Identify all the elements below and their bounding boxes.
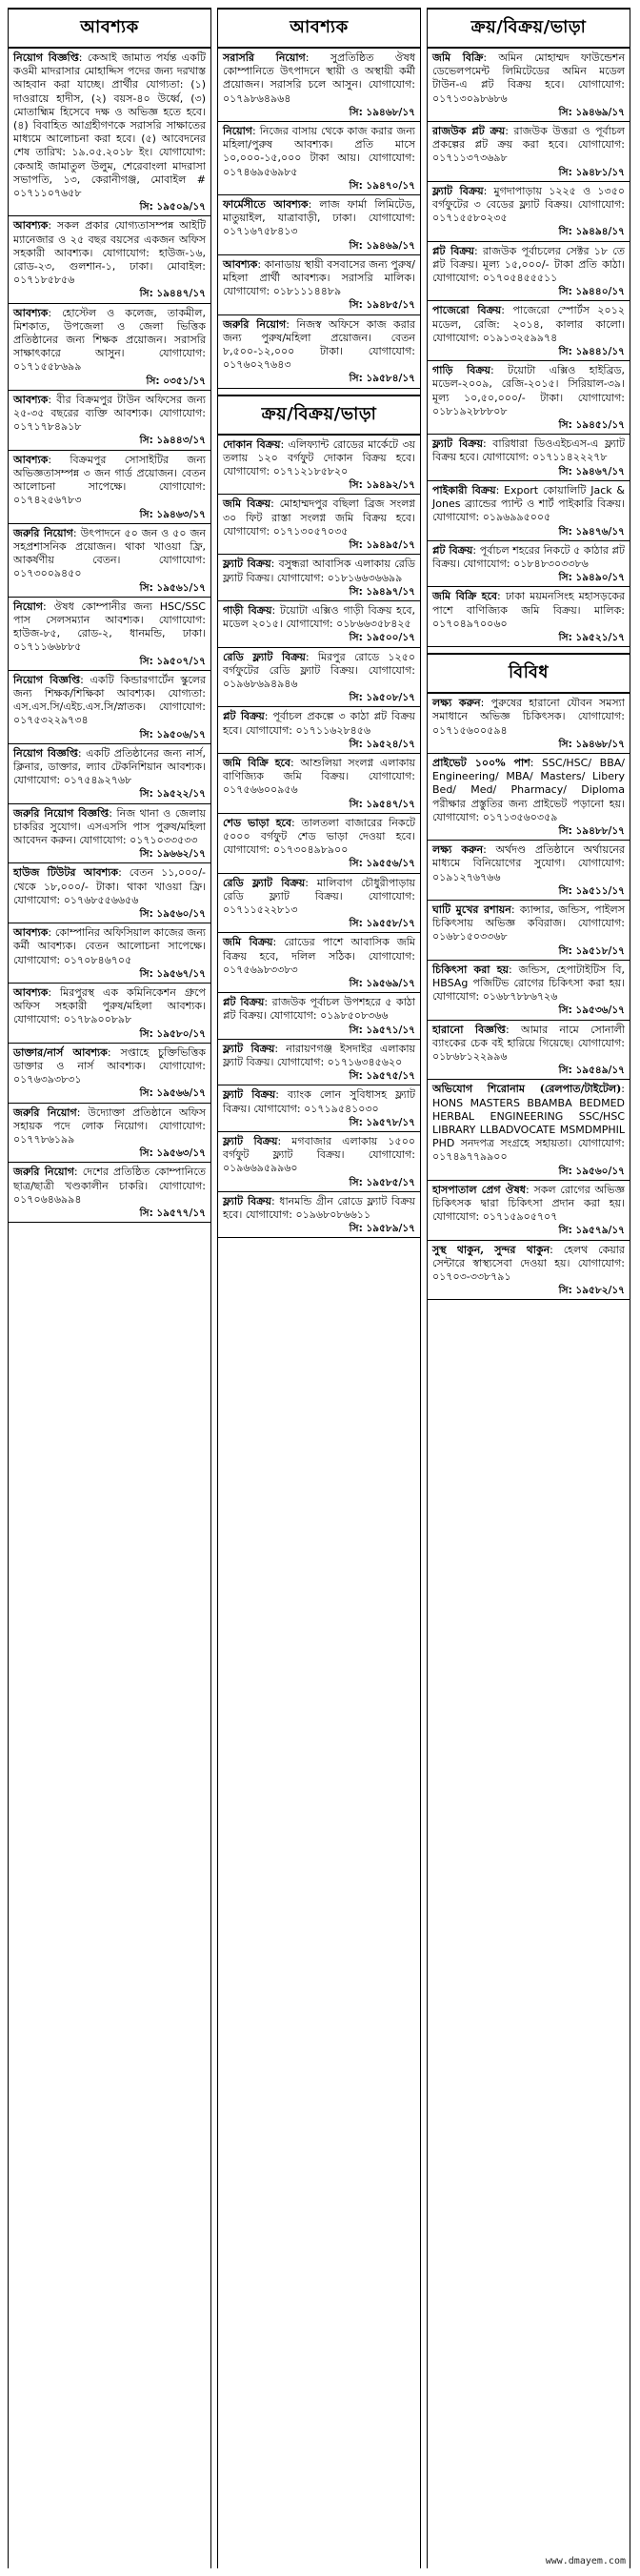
classified-ad [218, 933, 420, 993]
ad-heading: অভিযোগ শিরোনাম (রেলপাত/টাইটেল) [432, 1083, 622, 1096]
ad-body: : SSC/HSC/ BBA/ Engineering/ MBA/ Masters/ Libery Bed/ Med/ Pharmacy/ Diploma পরীক্ষার প্রস্তুতির জন্য প্রাইভেট পড়ানো হয়। যোগাযোগ: ০১৭১৩৫৬০৩৫৯ [432, 756, 625, 823]
ad-body: : রাজউক পূর্বাচল উপশহরে ৫ কাঠা প্লট বিক্রয়। যোগাযোগ: ০১৯৮৫০৮৩৬৬ [223, 996, 415, 1023]
ad-body: : আমার নামে সোনালী ব্যাংকের চেক বই হারিয়ে গিয়েছে। যোগাযোগ: ০১৮৬৮১২২৯৯৬ [432, 1023, 625, 1063]
classified-ad [428, 901, 630, 961]
classified-ad [428, 587, 630, 647]
ad-body: : টয়োটা এক্সিও হাইব্রিড, মডেল-২০০৯, রেজি-২০১৫। সিরিয়াল-৩৯। মূল্য ১০,৫০,০০০/- টাকা। যোগাযোগ: ০১৮১৯২৮৮৮০৮ [432, 364, 625, 417]
classified-ad [9, 524, 210, 598]
ad-body: : বীর বিক্রমপুর টাউন অফিসের জন্য ২৫-৩৫ বছরের ব্যক্তি আবশ্যক। যোগাযোগ: ০১৭১৭৮৪৯১৮ [13, 393, 206, 434]
ad-body: : ক্যান্সার, জন্ডিস, পাইলস চিকিৎসায় অভিজ্ঞ কবিরাজ। যোগাযোগ: ০১৬৮১৫০৩৩৬৮ [432, 903, 625, 943]
ad-reference-number: সি: ১৯৪৬৭/১৭ [558, 465, 625, 477]
ad-heading: জমি বিক্রি হবে [432, 590, 497, 603]
ad-reference-number: সি: ১৯৪৮৮/১৭ [558, 824, 625, 837]
ad-heading: গাড়ি বিক্রয় [432, 364, 491, 377]
classified-ad [218, 122, 420, 195]
ad-reference-number: সি: ১৯৪৯৫/১৭ [349, 539, 415, 552]
classified-ad [428, 1181, 630, 1241]
ad-heading: আবশ্যক [13, 306, 49, 319]
classified-ad [428, 182, 630, 242]
ad-heading: ফ্ল্যাট বিক্রয় [223, 1088, 276, 1102]
classified-ad [428, 754, 630, 841]
classified-ad [218, 436, 420, 496]
ad-body: : রাজউক উত্তরা ও পূর্বাচল প্রকল্পের প্লট ক্রয় করা হবে। যোগাযোগ: ০১৭১১৩৭৩৬৯৮ [432, 125, 625, 165]
ad-body: : কেআই জামাত পর্যন্ত একটি কওমী মাদরাসার মোহাদ্দিস পদের জন্য দরখাস্ত আহবান করা যাচ্ছে। প্রার্থীর যোগ্যতা: (১) দাওরায়ে হাদীস, (২) বয়স-৪০ উর্ধ্বে, (৩) মোতাহ্মিম হিসেবে দক্ষ ও অভিজ্ঞ হতে হবে। (৪) বিবাহিত আগ্রহীগণকে সরাসরি সাক্ষাতের মাধ্যমে আলোচনা করা হবে। (৫) আবেদনের শেষ তারিখ: ১৯.০৫.২০১৮ ইং। যোগাযোগ: কেআই জামাতুল উলুম, শেরেবাংলা মাদরাসা সভাপতি, ১৩, কেরানীগঞ্জ, মোবাইল # ০১৭১১০৭৬৫৮ [13, 51, 207, 200]
ad-heading: নিয়োগ বিজ্ঞপ্তি [13, 746, 78, 760]
classified-ad [9, 598, 210, 671]
ad-body: : মিরপুর রোডে ১২৫০ বর্গফুটের রেডি ফ্ল্যাট বিক্রয়। যোগাযোগ: ০১৯৬৮৬৯৪৯৪৬ [223, 650, 415, 690]
section-header-wanted: আবশ্যক [9, 8, 210, 49]
ad-body: : দেশের প্রতিষ্ঠিত কোম্পানিতে ছাত্র/ছাত্রী খণ্ডকালীন চাকরি। যোগাযোগ: ০১৭০৬৪৬৯৯৪ [13, 1166, 206, 1206]
ad-body: : রাজউক পূর্বাচলের সেক্টর ১৮ তে প্লট বিক্রয়। মূল্য ১৫,০০০/- টাকা প্রতি কাঠা। যোগাযোগ: ০১৭০৫৪৫৫৫১১ [432, 244, 626, 285]
ad-body: : সপ্তাহে চুক্তিভিত্তিক ডাক্তার ও নার্স আবশ্যক। যোগাযোগ: ০১৭৬৩৯৩৮৩১ [13, 1045, 207, 1086]
ad-body: : নিজ থানা ও জেলায় চাকরির সুযোগ। এসএসসি পাস পুরুষ/মহিলা আবেদন করুন। যোগাযোগ: ০১৭১০৩৩৫৩৩ [13, 806, 206, 846]
ad-body: : জন্ডিস, হেপাটাইটিস বি, HBSAg পজিটিভ রোগের চিকিৎসা করা হয়। যোগাযোগ: ০১৬৮৭৮৮৬৭২৬ [432, 963, 625, 1004]
ad-body: : মালিবাগ চৌধুরীপাড়ায় রেডি ফ্ল্যাট বিক্রয়। যোগাযোগ: ০১৭১১৫২২৮১৩ [223, 876, 415, 916]
classified-ad [9, 391, 210, 451]
ad-reference-number: সি: ১৯৫০৯/১৭ [139, 201, 206, 213]
ad-heading: জরুরি নিয়োগ বিজ্ঞপ্তি [13, 806, 110, 820]
ad-reference-number: সি: ১৯৫৫৬/১৭ [349, 858, 415, 870]
column-fill [218, 1238, 420, 2568]
ad-reference-number: সি: ১৯৪৯৪/১৭ [558, 226, 625, 238]
ad-heading: চিকিৎসা করা হয় [432, 963, 509, 976]
ad-heading: আবশ্যক [13, 986, 49, 999]
ad-body: : মিরপুরস্থ এক কমিনিকেশন গ্রুপে অফিস সহকারী পুরুষ/মহিলা আবশ্যক। যোগাযোগ: ০১৭৮৯০০৮৯৮ [13, 986, 206, 1026]
ad-body: : ঔষধ কোম্পানীর জন্য HSC/SSC পাস সেলসম্যান আবশ্যক। যোগাযোগ: হাউজ-৮৫, রোড-২, ধানমন্ডি, ঢাকা। ০১৭১১৬৬৮৮৫ [13, 599, 206, 654]
ad-heading: পাজেরো বিক্রয় [432, 304, 502, 317]
ad-reference-number: সি: ১৯৪৪৩/১৭ [139, 435, 206, 447]
ad-body: : লাজ ফার্মা লিমিটেড, মাতুয়াইল, যাত্রাবাড়ী, ঢাকা। যোগাযোগ: ০১৭১৬৭৫৮৪১৩ [223, 198, 415, 238]
ad-heading: রাজউক প্লট ক্রয় [432, 125, 506, 138]
ad-body: : তালতলা বাজারের নিকটে ৫০০০ বর্গফুট শেড ভাড়া দেওয়া হবে। যোগাযোগ: ০১৭৩০৪৯৮৯০০ [223, 816, 415, 857]
classified-ad [218, 315, 420, 389]
ad-body: : ঢাকা ময়মনসিংহ মহাসড়কের পাশে বাণিজ্যিক জমি বিক্রয়। মালিক: ০১৭০৪৯৭০০৬০ [432, 590, 625, 630]
classified-ad [218, 993, 420, 1040]
ad-list [428, 49, 630, 647]
classifieds-page [8, 8, 632, 2568]
ad-reference-number: সি: ১৯৫৮২/১৭ [558, 1285, 625, 1297]
classified-ad [9, 1104, 210, 1164]
ad-heading: প্লট বিক্রয় [223, 710, 265, 723]
ad-reference-number: সি: ১৯৫২৪/১৭ [349, 738, 415, 750]
ad-reference-number: সি: ১৯৪৬৯/১৭ [349, 239, 415, 252]
ad-heading: হাসপাতাল প্রেগ ঔষধ [432, 1183, 526, 1196]
ad-reference-number: সি: ১৯৪৫১/১৭ [558, 419, 625, 432]
ad-reference-number: সি: ১৯৫৬০/১৭ [139, 907, 206, 920]
classified-ad [9, 984, 210, 1044]
ad-heading: রেডি ফ্ল্যাট বিক্রয় [223, 650, 306, 663]
section-header-miscellaneous: বিবিধ [428, 653, 630, 694]
classified-ad [9, 671, 210, 744]
ad-heading: গাড়ী বিক্রয় [223, 603, 272, 617]
classified-ad [218, 495, 420, 555]
ad-heading: ফ্ল্যাট বিক্রয় [223, 1135, 278, 1148]
ad-reference-number: সি: ১৯৪৯২/১৭ [349, 479, 415, 492]
section-header-buy-sell-rent: ক্রয়/বিক্রয়/ভাড়া [428, 8, 630, 49]
classified-ad [9, 304, 210, 391]
classified-ad [428, 242, 630, 302]
ad-body: : পূর্বাচল শহরের নিকটে ৫ কাঠার প্লট বিক্রয়। যোগাযোগ: ০১৮৪৮৩০৩৩৮৬ [432, 543, 625, 570]
ad-heading: হারানো বিজ্ঞপ্তি [432, 1023, 506, 1036]
ad-heading: পাইকারী বিক্রয় [432, 483, 496, 497]
ad-heading: জরুরি নিয়োগ [13, 1166, 74, 1179]
classified-ad [218, 1132, 420, 1192]
ad-reference-number: সি: ১৯৫৬৯/১৭ [349, 977, 415, 989]
ad-body: : বসুন্ধরা আবাসিক এলাকায় রেডি ফ্ল্যাট বিক্রয়। যোগাযোগ: ০১৮১৬৬৩৬৬৯৯ [223, 558, 415, 584]
ad-heading: ফ্ল্যাট বিক্রয় [432, 184, 484, 197]
ad-reference-number: সি: ১৯৪৭০/১৭ [349, 179, 415, 192]
classified-ad [9, 1163, 210, 1223]
ad-reference-number: সি: ১৯৫৭১/১৭ [349, 1024, 415, 1036]
classified-ad [428, 49, 630, 122]
ad-heading: জমি বিক্রয় [223, 497, 271, 511]
ad-body: : কোম্পানির অফিসিয়াল কাজের জন্য কর্মী আবশ্যক। বেতন আলোচনা সাপেক্ষে। যোগাযোগ: ০১৭০৮৪৬৭০৫ [13, 926, 206, 966]
ad-heading: প্লট বিক্রয় [432, 244, 475, 257]
column-2 [217, 8, 421, 2568]
classified-ad [218, 1040, 420, 1086]
classified-ad [9, 804, 210, 864]
ad-body: : পাজেরো স্পোর্টস ২০১২ মডেল, রেজি: ২০১৪, কালার কালো। যোগাযোগ: ০১৯১৩২৫৯৯৭৪ [432, 304, 625, 344]
ad-heading: নিয়োগ বিজ্ঞপ্তি [13, 51, 79, 64]
ad-heading: আবশ্যক [13, 219, 49, 233]
ad-list [218, 49, 420, 389]
ad-heading: শেড ভাড়া হবে [223, 816, 292, 829]
ad-body: : উৎপাদনে ৫০ জন ও ৫০ জন সহপ্রশাসনিক প্রয়োজন। থাকা খাওয়া ফ্রি, আকর্ষণীয় বেতন। যোগাযোগ: ০১৭৩০০৯৪৫০ [13, 526, 206, 580]
ad-body: : হোস্টেল ও কলেজ, তাকমীল, মিশকাত, উপজেলা ও জেলা ভিত্তিক প্রতিষ্ঠানের জন্য শিক্ষক প্রয়োজন। সরাসরি সাক্ষাৎকারে আসুন। যোগাযোগ: ০১৭১৫৫৮৬৯৯ [13, 306, 206, 374]
ad-body: : সকল প্রকার যোগ্যতাসম্পন্ন আইটি ম্যানেজার ও ২৫ বছর বয়সের একজন অফিস সহকারী আবশ্যক। যোগাযোগ: হাউজ-১৬, রোড-২৩, গুলশান-১, ঢাকা। মোবাইল: ০১৭১৮৫৮৫৬ [13, 219, 206, 287]
ad-body: : বিক্রমপুর সোসাইটির জন্য অভিজ্ঞতাসম্পন্ন ৩ জন গার্ড প্রয়োজন। বেতন আলোচনা সাপেক্ষে। যোগাযোগ: ০১৭৪২৫৬৭৮৩ [13, 453, 206, 507]
ad-heading: আবশ্যক [13, 926, 49, 940]
ad-reference-number: সি: ১৯৫৮০/১৭ [139, 1027, 206, 1040]
classified-ad [9, 49, 210, 216]
ad-reference-number: সি: ১৯৫৩৬/১৭ [558, 1004, 625, 1017]
ad-heading: আবশ্যক [223, 257, 258, 271]
section-header-wanted: আবশ্যক [218, 8, 420, 49]
ad-heading: প্লট বিক্রয় [223, 996, 265, 1009]
ad-heading: সুস্থ থাকুন, সুন্দর থাকুন [432, 1243, 550, 1256]
ad-heading: জরুরি নিয়োগ [223, 317, 287, 331]
ad-body: : সুপ্রতিষ্ঠিত ঔষধ কোম্পানিতে উৎপাদনে স্থায়ী ও অস্থায়ী কর্মী প্রয়োজন। সরাসরি চলে আসুন। যোগাযোগ: ০১৭৯৮৬৪৯৬৪ [223, 51, 415, 105]
ad-body: : পূর্বাচল প্রকল্পে ৩ কাঠা প্লট বিক্রয় হবে। যোগাযোগ: ০১৭১১৬২৮৪৫৬ [223, 710, 415, 737]
section-header-buy-sell-rent: ক্রয়/বিক্রয়/ভাড়া [218, 395, 420, 436]
ad-reference-number: সি: ১৯৫৪৭/১৭ [349, 798, 415, 810]
ad-heading: জমি বিক্রি হবে [223, 756, 291, 769]
ad-body: : অমিন মোহাম্মদ ফাউন্ডেশন ডেভেলপমেন্ট লিমিটেডের অমিন মডেল টাউন-এ প্লট বিক্রয় হবে। যোগাযোগ: ০১৭১৩০৯৮৬৮৬ [432, 51, 626, 105]
classified-ad [428, 1080, 630, 1180]
ad-reference-number: সি: ১৯৫৭৫/১৭ [349, 1070, 415, 1083]
website-url[interactable]: www.dmayem.com [545, 2556, 626, 2566]
classified-ad [9, 451, 210, 524]
ad-body: : একটি কিন্ডারগার্টেন স্কুলের জন্য শিক্ষক/শিক্ষিকা আবশ্যক। যোগ্যতা: এস.এস.সি/এইচ.এস.সি/স্নাতক। যোগাযোগ: ০১৭৫৩২২৯৭৩৪ [13, 673, 206, 727]
ad-list [9, 49, 210, 1223]
ad-reference-number: সি: ১৯৫০৭/১৭ [139, 655, 206, 667]
column-3 [427, 8, 630, 2568]
classified-ad [9, 923, 210, 984]
ad-heading: লক্ষ্য করুন [432, 843, 484, 857]
ad-heading: নিয়োগ বিজ্ঞপ্তি [13, 673, 81, 686]
ad-body: : একটি প্রতিষ্ঠানের জন্য নার্স, ক্লিনার, ডাক্তার, ল্যাব টেকনিশিয়ান আবশ্যক। যোগাযোগ: ০১৭৫৪৯২৭৬৮ [13, 746, 206, 787]
classified-ad [428, 1021, 630, 1081]
ad-heading: জরুরি নিয়োগ [13, 1105, 77, 1119]
ad-reference-number: সি: ১৯৫২১/১৭ [558, 631, 625, 643]
ad-reference-number: সি: ১৯৫৫৮/১৭ [349, 918, 415, 930]
classified-ad [218, 648, 420, 708]
ad-reference-number: সি: ১৯৪৮১/১৭ [558, 166, 625, 178]
ad-heading: ফ্ল্যাট বিক্রয় [223, 1194, 271, 1207]
ad-reference-number: সি: ১৯৫৮৪/১৭ [349, 373, 415, 385]
ad-heading: দোকান বিক্রয় [223, 437, 281, 451]
ad-reference-number: সি: ১৯৫৭৮/১৭ [349, 1116, 415, 1128]
ad-heading: ফ্ল্যাট বিক্রয় [432, 437, 483, 451]
ad-heading: প্লট বিক্রয় [432, 543, 473, 557]
ad-reference-number: সি: ১৯৫৭৭/১৭ [139, 1207, 206, 1220]
ad-reference-number: সি: ১৯৫০০/১৭ [349, 632, 415, 644]
ad-reference-number: সি: ১৯৪৬৩/১৭ [139, 508, 206, 520]
ad-heading: ডাক্তার/নার্স আবশ্যক [13, 1045, 108, 1059]
classified-ad [9, 216, 210, 303]
ad-reference-number: সি: ১৯৫১৮/১৭ [558, 944, 625, 957]
ad-body: : মোহাম্মদপুর বছিলা ব্রিজ সংলগ্ন ৩০ ফিট রাস্তা সংলগ্ন জমি বিক্রয় হবে। যোগাযোগ: ০১৭১৩০৫৭০৩৫ [223, 497, 416, 538]
ad-reference-number: সি: ১৯৫৮৫/১৭ [349, 1176, 415, 1188]
ad-body: : নিজস্ব অফিসে কাজ করার জন্য পুরুষ/মহিলা প্রয়োজন। বেতন ৮,৫০০-১২,০০০ টাকা। যোগাযোগ: ০১৭৬০২৭৬৪৩ [223, 317, 415, 372]
ad-heading: হাউজ টিউটর আবশ্যক [13, 866, 119, 880]
column-fill [9, 1223, 210, 2568]
classified-ad [428, 361, 630, 435]
ad-heading: নিয়োগ [13, 599, 44, 613]
ad-reference-number: সি: ১৯৪৬৮/১৭ [349, 106, 415, 118]
ad-reference-number: সি: ১৯৪৪০/১৭ [558, 286, 625, 298]
ad-body: : পুরুষের হারানো যৌবন সমস্যা সমাধানে অভিজ্ঞ চিকিৎসক। যোগাযোগ: ০১৭১৫৬০০৫৯৪ [432, 697, 625, 737]
classified-ad [218, 1192, 420, 1239]
ad-list [428, 694, 630, 1300]
ad-reference-number: সি: ১৯৪৭৬/১৭ [558, 525, 625, 538]
ad-body: : মুগদাপাড়ায় ১২২৫ ও ১৩৫০ বর্গফুটের ৩ বেডের ফ্ল্যাট বিক্রয়। যোগাযোগ: ০১৭১৫৫৮০২৩৫ [432, 184, 625, 225]
ad-reference-number: সি: ১৯৪৪১/১৭ [558, 346, 625, 358]
ad-reference-number: সি: ১৯৪৪৭/১৭ [139, 288, 206, 300]
ad-heading: ঘাটি মুখের রশায়ন [432, 903, 511, 916]
classified-ad [9, 744, 210, 804]
classified-ad [428, 541, 630, 588]
column-fill [428, 1300, 630, 2554]
ad-body: : আশুলিয়া সংলগ্ন এলাকায় বাণিজ্যিক জমি বিক্রয়। যোগাযোগ: ০১৭৫৬৬০০৯৫৬ [223, 756, 415, 797]
ad-heading: প্রাইভেট ১০০% পাশ [432, 756, 530, 769]
ad-list [218, 436, 420, 1239]
classified-ad [218, 707, 420, 754]
ad-body: : ব্যাংক লোন সুবিধাসহ ফ্ল্যাট বিক্রয়। যোগাযোগ: ০১৭১৯৫৪১০৩০ [223, 1088, 415, 1115]
ad-reference-number: সি: ১৯৫৪৯/১৭ [558, 1065, 625, 1077]
ad-heading: রেডি ফ্ল্যাট বিক্রয় [223, 876, 306, 889]
ad-reference-number: সি: ১৯৫৬০/১৭ [558, 1165, 625, 1177]
ad-reference-number: সি: ১৯৫৬৬/১৭ [139, 1087, 206, 1100]
classified-ad [428, 481, 630, 541]
ad-body: : ধানমন্ডি গ্রীন রোডে ফ্ল্যাট বিক্রয় হবে। যোগাযোগ: ০১৯৬৮০৮৬৬১১ [223, 1194, 415, 1222]
ad-reference-number: সি: ১৯৫৮৯/১৭ [349, 1223, 415, 1235]
ad-heading: আবশ্যক [13, 453, 49, 466]
ad-reference-number: সি: ১৯৪৬৮/১৭ [558, 738, 625, 750]
ad-reference-number: সি: ১৯৫০৮/১৭ [349, 692, 415, 704]
classified-ad [428, 841, 630, 901]
classified-ad [428, 301, 630, 361]
ad-reference-number: সি: ১৯৪৮৫/১৭ [349, 299, 415, 312]
ad-reference-number: সি: ১৯৫৭৯/১৭ [558, 1225, 625, 1237]
ad-body: : Export কোয়ালিটি Jack & Jones ব্র্যান্ডের প্যান্ট ও শার্ট পাইকারি বিক্রয়। যোগাযোগ: ০১৯৬৯৯৫০০৫ [432, 483, 625, 524]
ad-body: : কানাডায় স্থায়ী বসবাসের জন্য পুরুষ/মহিলা প্রার্থী আবশ্যক। সরাসরি মালিক। যোগাযোগ: ০১৮১১১৪৪৮৯ [223, 257, 415, 298]
ad-reference-number: সি: ১৯৫১১/১৭ [558, 884, 625, 897]
ad-body: : নারায়ণগঞ্জ ইসদাইর এলাকায় ফ্ল্যাট বিক্রয়। যোগাযোগ: ০১৭১৬৩৪৫৬২০ [223, 1042, 415, 1068]
ad-heading: ফ্ল্যাট বিক্রয় [223, 1042, 275, 1055]
ad-body: : উদ্যোক্তা প্রতিষ্ঠানে অফিস সহায়ক পদে লোক নিয়োগ। যোগাযোগ: ০১৭৭৮৬১৯৯ [13, 1105, 206, 1146]
classified-ad [428, 122, 630, 182]
ad-reference-number: সি: ১৯৫৬৩/১৭ [139, 1147, 206, 1160]
classified-ad [428, 1241, 630, 1301]
ad-heading: জমি বিক্রয় [223, 936, 273, 949]
classified-ad [218, 874, 420, 934]
ad-body: : নিজের বাসায় থেকে কাজ করার জন্য মহিলা/পুরুষ আবশ্যক। প্রতি মাসে ১০,০০০-১৫,০০০ টাকা আয়। যোগাযোগ: ০১৭৪৬৯৫৬৯৮৫ [223, 125, 415, 178]
ad-body: : সকল রোগের অভিজ্ঞ চিকিৎসক দ্বারা চিকিৎসা প্রদান করা হয়। যোগাযোগ: ০১৭১৫৯০৫৭০৭ [432, 1183, 625, 1224]
ad-reference-number: সি: ০৩৫১/১৭ [146, 375, 206, 387]
ad-body: : এলিফ্যান্ট রোডের মার্কেটে ৩য় তলায় ১২০ বর্গফুট দোকান বিক্রয় হবে। যোগাযোগ: ০১৭১২১৮৫৮২০ [223, 437, 415, 478]
classified-ad [428, 961, 630, 1021]
ad-body: : বেতন ১১,০০০/- থেকে ১৮,০০০/- টাকা। থাকা খাওয়া ফ্রি। যোগাযোগ: ০১৭৬৮৫৫৬৬৫৬ [13, 866, 206, 906]
classified-ad [218, 814, 420, 874]
ad-heading: জমি বিক্রি [432, 51, 484, 64]
ad-heading: সরাসরি নিয়োগ [223, 51, 306, 64]
classified-ad [428, 694, 630, 754]
ad-heading: নিয়োগ [223, 125, 253, 138]
classified-ad [428, 435, 630, 481]
classified-ad [218, 255, 420, 315]
ad-body: : হেলথ কেয়ার সেন্টারে স্বাস্থ্যসেবা দেওয়া হয়। যোগাযোগ: ০১৭০৩-৩৩৮৭৯১ [432, 1243, 625, 1284]
ad-body: : মগবাজার এলাকায় ১৫০০ বর্গফুট ফ্ল্যাট বিক্রয়। যোগাযোগ: ০১৯৬৬৯৫৯৯৬০ [223, 1135, 415, 1175]
ad-heading: জরুরি নিয়োগ [13, 526, 73, 539]
ad-reference-number: সি: ১৯৪৯৭/১৭ [349, 585, 415, 598]
ad-heading: ফ্ল্যাট বিক্রয় [223, 558, 271, 571]
ad-reference-number: সি: ১৯৪৬৯/১৭ [558, 106, 625, 118]
ad-reference-number: সি: ১৯৬৬২/১৭ [139, 848, 206, 861]
ad-reference-number: সি: ১৯৫৬১/১৭ [139, 581, 206, 594]
classified-ad [218, 195, 420, 255]
classified-ad [218, 555, 420, 601]
ad-body: : HONS MASTERS BBAMBA BEDMED HERBAL ENGINEERING SSC/HSC LIBRARY LLBADVOCATE MSMDMPHIL PHD সনদপত্র সংগ্রহে সহায়তা। যোগাযোগ: ০১৭৪৯৭৭৯৯০০ [432, 1083, 625, 1164]
ad-reference-number: সি: ১৯৫৬৭/১৭ [139, 967, 206, 980]
ad-body: : রোডের পাশে আবাসিক জমি বিক্রয় হবে, দলিল সঠিক। যোগাযোগ: ০১৭৫৬৯৮৩৩৮৩ [223, 936, 416, 976]
ad-reference-number: সি: ১৯৫২২/১৭ [139, 788, 206, 801]
classified-ad [9, 863, 210, 923]
ad-reference-number: সি: ১৯৫০৬/১৭ [139, 728, 206, 740]
column-1 [8, 8, 211, 2568]
classified-ad [218, 754, 420, 814]
ad-body: : টয়োটা এক্সিও গাড়ী বিক্রয় হবে, মডেল ২০১৫। যোগাযোগ: ০১৮৬৬৩৫৮৪২৫ [223, 603, 415, 631]
classified-ad [218, 49, 420, 122]
ad-heading: ফার্মেসীতে আবশ্যক [223, 198, 309, 212]
ad-heading: লক্ষ্য করুন [432, 697, 481, 710]
classified-ad [218, 1085, 420, 1132]
ad-heading: আবশ্যক [13, 393, 49, 406]
ad-reference-number: সি: ১৯৪৯০/১৭ [558, 572, 625, 584]
ad-body: : অর্থদণ্ড প্রতিষ্ঠানে অর্থায়নের মাধ্যমে বিনিয়োগের সুযোগ। যোগাযোগ: ০১৯১২৭৬৭৬৬ [432, 843, 625, 883]
ad-body: : বারিধারা ডিওএইচএস-এ ফ্ল্যাট বিক্রয় হবে। যোগাযোগ: ০১৭১১৪২২২৭৮ [432, 437, 625, 464]
classified-ad [218, 601, 420, 648]
classified-ad [9, 1044, 210, 1104]
